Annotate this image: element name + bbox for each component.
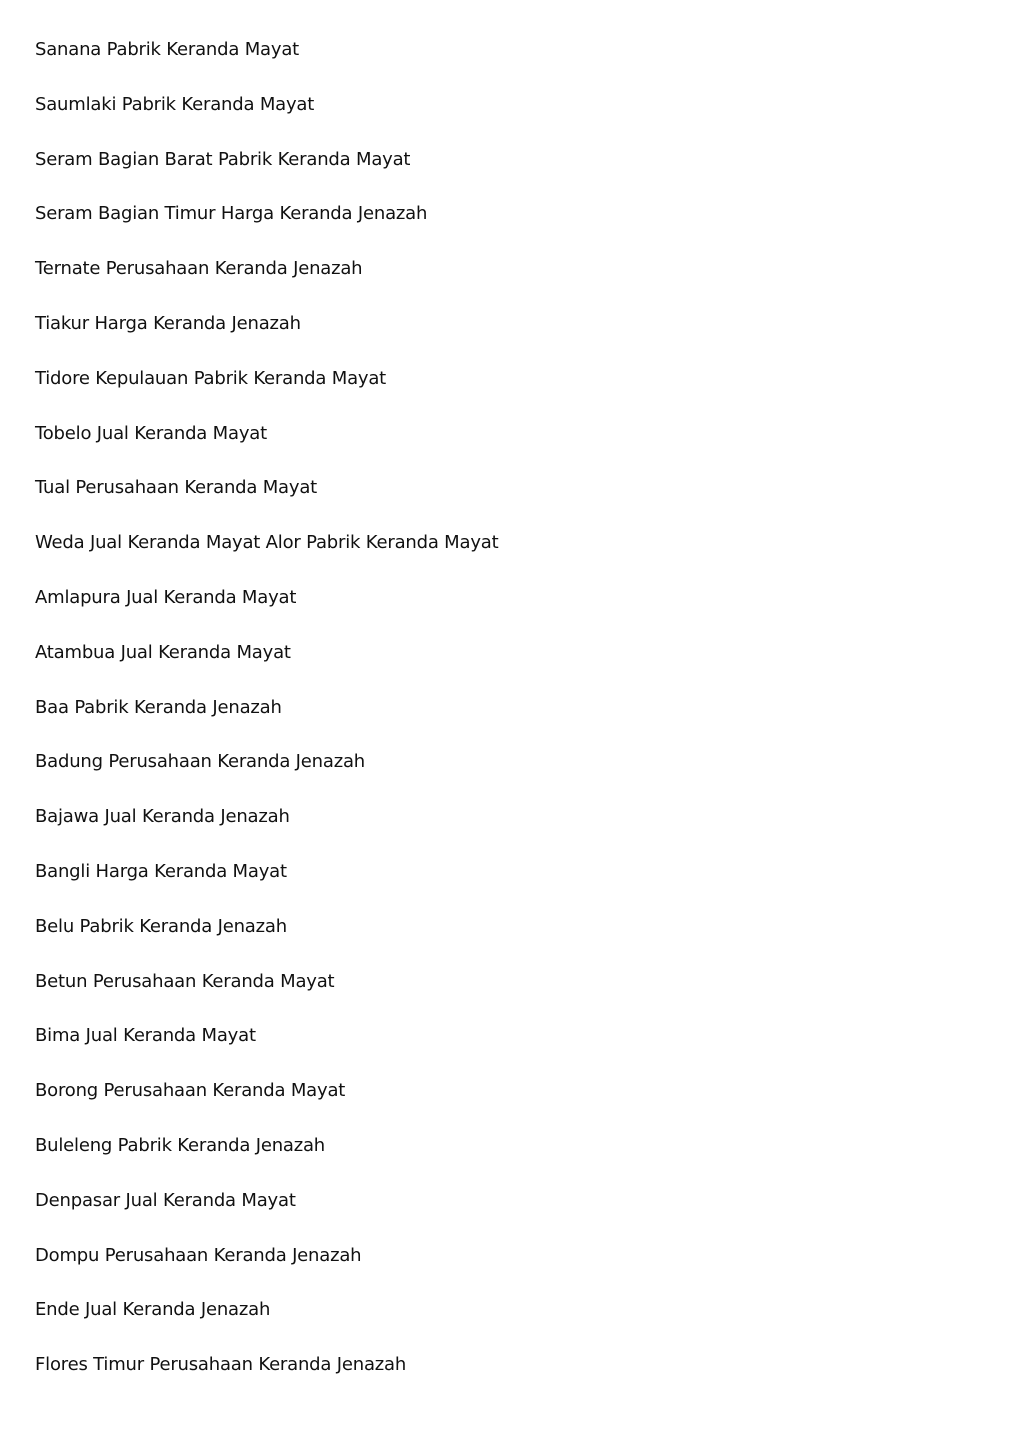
text-line: Baa Pabrik Keranda Jenazah	[35, 696, 282, 718]
text-line: Bangli Harga Keranda Mayat	[35, 860, 287, 882]
text-line: Tiakur Harga Keranda Jenazah	[35, 312, 301, 334]
text-line: Borong Perusahaan Keranda Mayat	[35, 1080, 346, 1102]
text-line: Belu Pabrik Keranda Jenazah	[35, 915, 287, 937]
text-line: Tidore Kepulauan Pabrik Keranda Mayat	[35, 367, 387, 389]
text-line: Weda Jual Keranda Mayat Alor Pabrik Keranda Mayat	[35, 532, 499, 554]
text-line: Amlapura Jual Keranda Mayat	[35, 586, 297, 608]
text-line: Ternate Perusahaan Keranda Jenazah	[35, 258, 363, 280]
text-line: Flores Timur Perusahaan Keranda Jenazah	[35, 1354, 407, 1376]
text-line: Badung Perusahaan Keranda Jenazah	[35, 751, 365, 773]
text-line: Betun Perusahaan Keranda Mayat	[35, 970, 335, 992]
text-line: Buleleng Pabrik Keranda Jenazah	[35, 1134, 326, 1156]
text-line: Bajawa Jual Keranda Jenazah	[35, 806, 290, 828]
text-line: Dompu Perusahaan Keranda Jenazah	[35, 1244, 362, 1266]
text-line: Tobelo Jual Keranda Mayat	[35, 422, 267, 444]
text-line-list	[35, 37, 498, 1407]
text-line: Atambua Jual Keranda Mayat	[35, 641, 291, 663]
text-line: Seram Bagian Timur Harga Keranda Jenazah	[35, 203, 428, 225]
text-line: Seram Bagian Barat Pabrik Keranda Mayat	[35, 148, 411, 170]
text-line: Ende Jual Keranda Jenazah	[35, 1299, 271, 1321]
text-line: Bima Jual Keranda Mayat	[35, 1025, 256, 1047]
text-line: Saumlaki Pabrik Keranda Mayat	[35, 93, 315, 115]
text-line: Sanana Pabrik Keranda Mayat	[35, 39, 300, 60]
text-line: Denpasar Jual Keranda Mayat	[35, 1189, 296, 1211]
text-line: Tual Perusahaan Keranda Mayat	[35, 477, 318, 499]
